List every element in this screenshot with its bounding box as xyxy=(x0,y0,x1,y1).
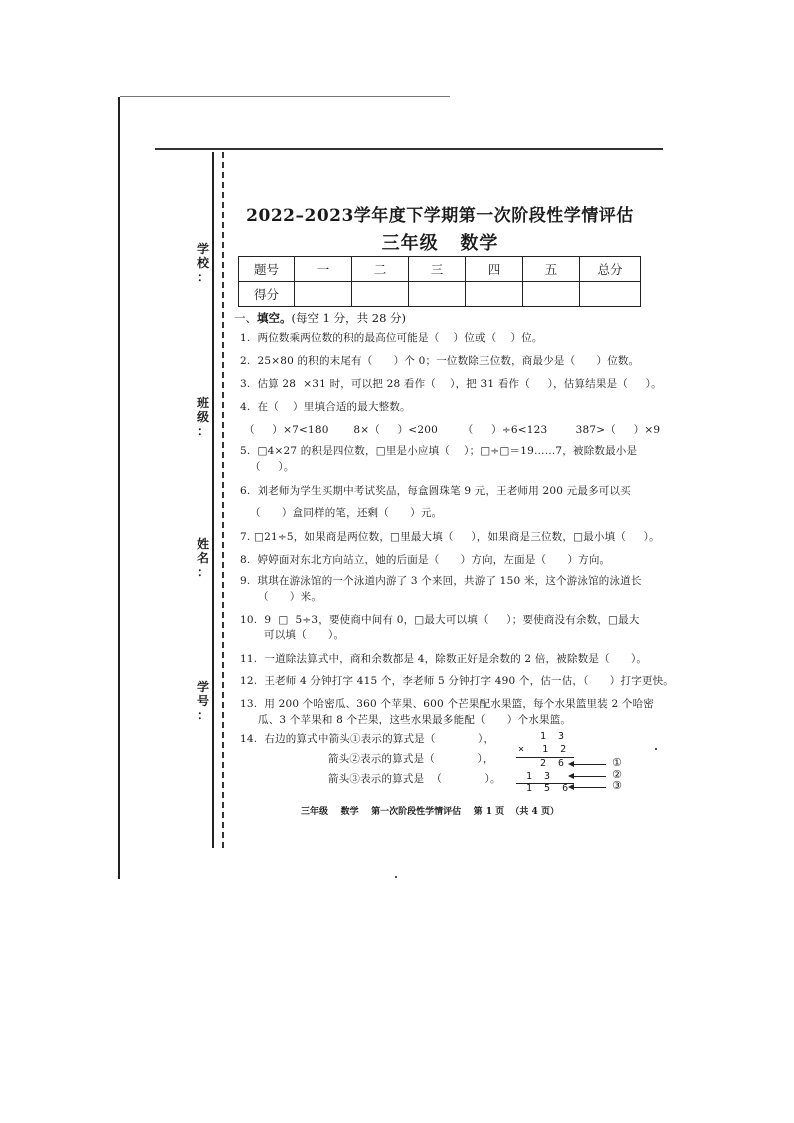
question-line: 瓜、3 个苹果和 8 个芒果，这些水果最多能配（ ）个水果篮。 xyxy=(258,714,572,726)
score-header-cell: 四 xyxy=(466,257,523,282)
question-line: 10. 9 □ 5÷3，要使商中间有 0，□最大可以填（ ）；要使商没有余数，□最大 xyxy=(240,614,640,626)
arrowhead-2 xyxy=(568,773,574,779)
scan-edge-top xyxy=(120,96,450,97)
multiplicand: 1 3 xyxy=(540,731,565,742)
student-number-label: 学 号 ： xyxy=(196,680,209,722)
class-label: 班 级 ： xyxy=(196,396,209,438)
score-header-cell: 题号 xyxy=(239,257,295,282)
question-line: 5. □4×27 的积是四位数，□里是小应填（ ）；□÷□＝19……7，被除数最小是 xyxy=(240,445,638,457)
question-line: 1. 两位数乘两位数的积的最高位可能是（ ）位或（ ）位。 xyxy=(240,332,543,344)
arrow-1 xyxy=(570,764,606,765)
score-header-cell: 一 xyxy=(295,257,352,282)
score-header-cell: 三 xyxy=(409,257,466,282)
school-label: 学 校 ： xyxy=(196,242,209,284)
question-line: 13. 用 200 个哈密瓜、360 个苹果、600 个芒果配水果篮，每个水果篮里装 2 个哈密 xyxy=(240,698,655,710)
question-line: 2. 25×80 的积的末尾有（ ）个 0；一位数除三位数，商最少是（ ）位数。 xyxy=(240,355,640,367)
exam-title: 2022–2023学年度下学期第一次阶段性学情评估 xyxy=(246,206,634,226)
score-cell[interactable] xyxy=(295,282,352,307)
question-line: 14. 右边的算式中箭头①表示的算式是（ ）， xyxy=(240,733,495,745)
score-cell[interactable] xyxy=(352,282,409,307)
score-table-header-row xyxy=(239,257,641,282)
question-line: 4. 在（ ）里填合适的最大整数。 xyxy=(240,401,411,413)
section-heading: 一、填空。(每空 1 分，共 28 分) xyxy=(234,311,407,325)
question-line: 3. 估算 28 ×31 时，可以把 28 看作（ ），把 31 看作（ ），估算结果是（ ）。 xyxy=(240,378,662,390)
question-line: 9. 琪琪在游泳馆的一个泳道内游了 3 个来回，共游了 150 米，这个游泳馆的泳道长 xyxy=(240,575,642,587)
partial-product-2: 1 3 xyxy=(526,771,551,782)
score-header-cell: 五 xyxy=(523,257,580,282)
score-row-label: 得分 xyxy=(239,282,295,307)
circled-number-3: ③ xyxy=(612,779,622,792)
question-line: 8. 婷婷面对东北方向站立，她的后面是（ ）方向，左面是（ ）方向。 xyxy=(240,554,611,566)
score-cell[interactable] xyxy=(580,282,641,307)
question-line: （ ）×7<180 8×（ ）<200 （ ）÷6<123 387>（ ）×9 xyxy=(244,424,661,436)
scan-speck xyxy=(655,748,657,750)
score-cell[interactable] xyxy=(523,282,580,307)
question-line: 11. 一道除法算式中，商和余数都是 4，除数正好是余数的 2 倍，被除数是（ ）。 xyxy=(240,653,648,665)
question-line: （ ）。 xyxy=(250,461,295,473)
circled-number-2: ② xyxy=(612,768,622,781)
page-footer: 三年级 数学 第一次阶段性学情评估 第 1 页 （共 4 页） xyxy=(301,807,559,817)
partial-product-1: 2 6 xyxy=(540,758,565,769)
scan-speck xyxy=(395,876,397,878)
score-table xyxy=(238,256,641,307)
vertical-multiplication xyxy=(510,731,650,793)
score-cell[interactable] xyxy=(466,282,523,307)
binding-line-dashed xyxy=(222,152,224,848)
arrow-3 xyxy=(570,787,606,788)
question-line: 箭头③表示的算式是 （ ）。 xyxy=(328,773,501,785)
multiplier: × 1 2 xyxy=(518,744,567,755)
header-rule xyxy=(155,148,663,150)
question-line: 箭头②表示的算式是（ ）， xyxy=(328,753,494,765)
question-line: 12. 王老师 4 分钟打字 415 个，李老师 5 分钟打字 490 个，估一估，（ ）打字更快。 xyxy=(240,675,674,687)
name-label: 姓 名 ： xyxy=(196,537,209,579)
arrowhead-1 xyxy=(568,761,574,767)
score-cell[interactable] xyxy=(409,282,466,307)
product: 1 5 6 xyxy=(526,783,569,794)
score-table-score-row xyxy=(239,282,641,307)
question-line: 7. □21÷5，如果商是两位数，□里最大填（ ），如果商是三位数，□最小填（ ）。 xyxy=(240,531,660,543)
exam-subtitle: 三年级 数学 xyxy=(381,233,499,254)
score-header-cell: 总分 xyxy=(580,257,641,282)
circled-number-1: ① xyxy=(612,756,622,769)
arrow-2 xyxy=(570,776,606,777)
scan-edge-left xyxy=(118,97,120,879)
question-line: 6. 刘老师为学生买期中考试奖品，每盒圆珠笔 9 元，王老师用 200 元最多可以买 xyxy=(240,485,631,497)
score-header-cell: 二 xyxy=(352,257,409,282)
arrowhead-3 xyxy=(568,784,574,790)
question-line: 可以填（ ）。 xyxy=(264,629,345,641)
question-line: （ ）米。 xyxy=(258,591,323,603)
question-line: （ ）盒同样的笔，还剩（ ）元。 xyxy=(250,507,443,519)
